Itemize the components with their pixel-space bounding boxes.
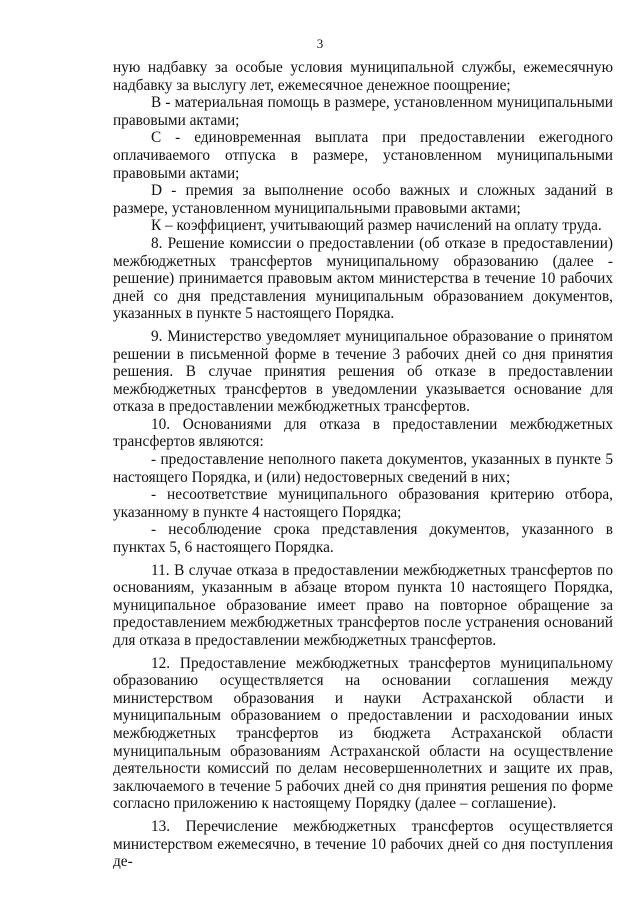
paragraph: - несоответствие муниципального образования критерию отбора, указанному в пункте 4 настоящего Порядка; <box>113 486 613 521</box>
paragraph: 12. Предоставление межбюджетных трансфертов муниципальному образованию осуществляется на основании соглашения между министерством образования и науки Астраханской области и муниципальным образованием о предоставлении и расходовании иных межбюджетных трансфертов из бюджета Астраханской области муниципальным образованиям Астраханской области на осуществление деятельности комиссий по делам несовершеннолетних и защите их прав, заключаемого в течение 5 рабочих дней со дня принятия решения по форме согласно приложению к настоящему Порядку (далее – соглашение). <box>113 654 613 813</box>
paragraph: 8. Решение комиссии о предоставлении (об отказе в предоставлении) межбюджетных трансфертов муниципальному образованию (далее - решение) принимается правовым актом министерства в течение 10 рабочих дней со дня представления муниципальным образованием документов, указанных в пункте 5 настоящего Порядка. <box>113 234 613 323</box>
page-number: 3 <box>316 36 324 51</box>
document-body <box>113 59 613 871</box>
paragraph: ную надбавку за особые условия муниципальной службы, ежемесячную надбавку за выслугу лет, ежемесячное денежное поощрение; <box>113 59 613 94</box>
paragraph: 9. Министерство уведомляет муниципальное образование о принятом решении в письменной форме в течение 3 рабочих дней со дня принятия решения. В случае принятия решения об отказе в предоставлении межбюджетных трансфертов в уведомлении указывается основание для отказа в предоставлении межбюджетных трансфертов. <box>113 327 613 416</box>
paragraph: С - единовременная выплата при предоставлении ежегодного оплачиваемого отпуска в размере, установленном муниципальными правовыми актами; <box>113 129 613 182</box>
paragraph: - несоблюдение срока представления документов, указанного в пунктах 5, 6 настоящего Порядка. <box>113 521 613 557</box>
paragraph: - предоставление неполного пакета документов, указанных в пункте 5 настоящего Порядка, и (или) недостоверных сведений в них; <box>113 451 613 486</box>
paragraph: 10. Основаниями для отказа в предоставлении межбюджетных трансфертов являются: <box>113 415 613 451</box>
paragraph: К – коэффициент, учитывающий размер начислений на оплату труда. <box>151 217 602 235</box>
paragraph: В - материальная помощь в размере, установленном муниципальными правовыми актами; <box>113 94 613 129</box>
paragraph: D - премия за выполнение особо важных и сложных заданий в размере, установленном муниципальными правовыми актами; <box>113 182 613 217</box>
paragraph: 13. Перечисление межбюджетных трансфертов осуществляется министерством ежемесячно, в течение 10 рабочих дней со дня поступления де- <box>113 817 613 871</box>
paragraph: 11. В случае отказа в предоставлении межбюджетных трансфертов по основаниям, указанным в абзаце втором пункта 10 настоящего Порядка, муниципальное образование имеет право на повторное обращение за предоставлением межбюджетных трансфертов после устранения оснований для отказа в предоставлении межбюджетных трансфертов. <box>113 561 613 649</box>
